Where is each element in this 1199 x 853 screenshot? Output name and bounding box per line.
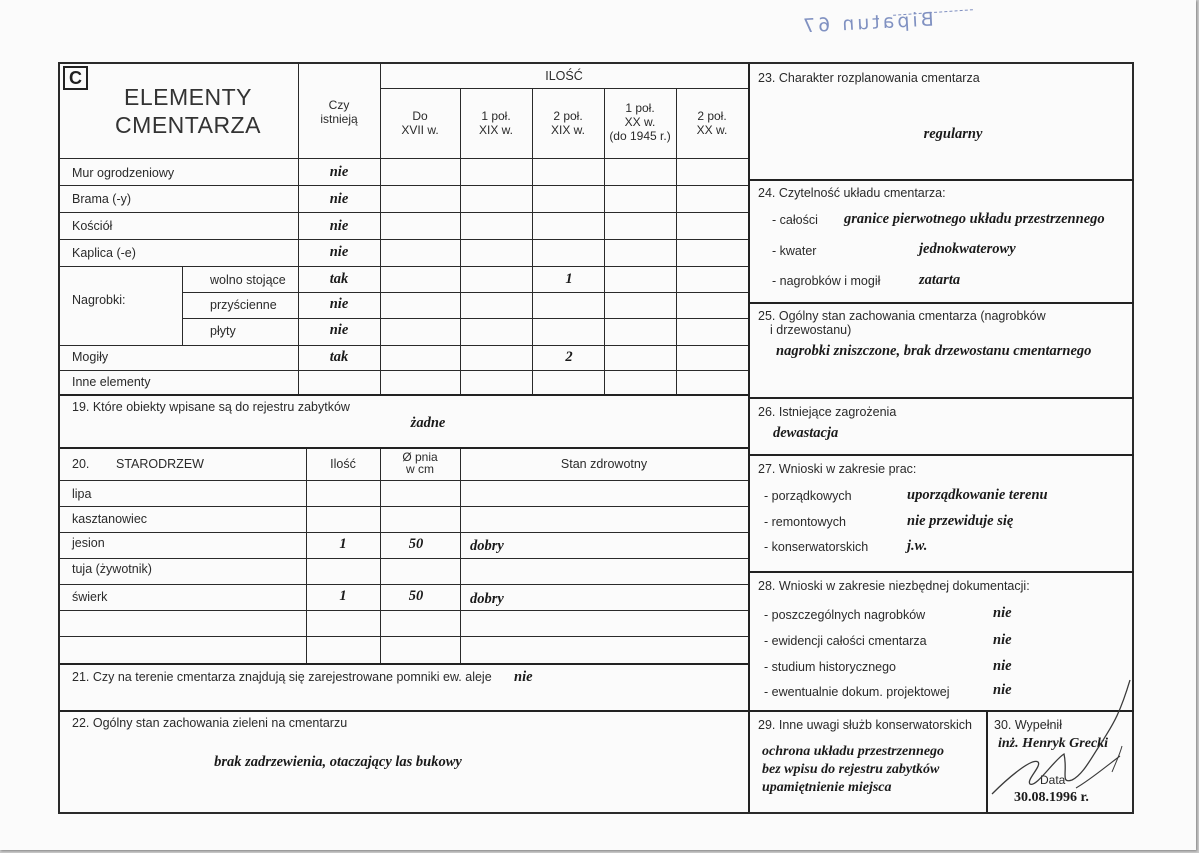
- row-label-mogily: Mogiły: [72, 350, 109, 364]
- q29-label: 29. Inne uwagi służb konserwatorskich: [758, 718, 973, 732]
- q24-nagrobkow-label: - nagrobków i mogił: [772, 274, 881, 288]
- q29-line1: ochrona układu przestrzennego: [762, 744, 945, 759]
- q27-remontowe-value: nie przewiduje się: [907, 513, 1014, 529]
- row-label-wolno-stojace: wolno stojące: [210, 273, 286, 287]
- archive-stamp: Bipatun 67: [799, 8, 935, 38]
- q28-nagrobkow-value: nie: [993, 605, 1012, 621]
- q27-porzadkowe-label: - porządkowych: [764, 489, 852, 503]
- q20-col-diameter: Ø pnia w cm: [402, 450, 438, 476]
- q19-value: żadne: [410, 415, 446, 431]
- cemetery-card-section-c: [58, 62, 1134, 814]
- title-line-1: ELEMENTY: [124, 84, 252, 110]
- row-value-brama: nie: [329, 191, 349, 207]
- column-header-2pol-xix: 2 poł. XIX w.: [550, 109, 586, 137]
- row-label-kaplica: Kaplica (-e): [72, 246, 136, 260]
- q28-studium-label: - studium historycznego: [764, 660, 897, 674]
- q28-nagrobkow-label: - poszczególnych nagrobków: [764, 608, 926, 622]
- q28-studium-value: nie: [993, 658, 1012, 674]
- tree-health-jesion: dobry: [470, 538, 504, 554]
- q30-label: 30. Wypełnił: [994, 718, 1062, 732]
- column-header-do-xvii: Do XVII w.: [401, 109, 439, 137]
- q30-date: 30.08.1996 r.: [1014, 790, 1089, 805]
- q28-ewidencji-value: nie: [993, 632, 1012, 648]
- q28-ewidencji-label: - ewidencji całości cmentarza: [764, 634, 927, 648]
- row-value-kosciol: nie: [329, 218, 349, 234]
- row-value-mur: nie: [329, 164, 349, 180]
- q30-date-label: Data: [1040, 773, 1066, 787]
- q28-projekt-label: - ewentualnie dokum. projektowej: [764, 685, 950, 699]
- column-header-1pol-xx: 1 poł. XX w. (do 1945 r.): [609, 101, 671, 143]
- q24-calosci-value: granice pierwotnego układu przestrzennego: [844, 211, 1105, 227]
- q24-kwater-label: - kwater: [772, 244, 817, 258]
- q27-porzadkowe-value: uporządkowanie terenu: [907, 487, 1048, 503]
- row-value-kaplica: nie: [329, 244, 349, 260]
- tree-qty-jesion: 1: [339, 536, 347, 552]
- row-label-mur: Mur ogrodzeniowy: [72, 166, 175, 180]
- q25-value: nagrobki zniszczone, brak drzewostanu cmentarnego: [776, 343, 1092, 359]
- tree-name-swierk: świerk: [72, 590, 108, 604]
- q29-line2: bez wpisu do rejestru zabytków: [762, 762, 940, 777]
- tree-diameter-swierk: 50: [408, 588, 424, 604]
- row-value-mogily: tak: [329, 349, 349, 365]
- column-header-exists: Czy istnieją: [320, 98, 358, 126]
- q20-col-qty: Ilość: [330, 457, 356, 471]
- q25-label-line2: i drzewostanu): [770, 323, 852, 337]
- q20-number: 20.: [72, 457, 90, 471]
- row-label-inne: Inne elementy: [72, 375, 151, 389]
- tree-name-lipa: lipa: [72, 487, 92, 501]
- q22-value: brak zadrzewienia, otaczający las bukowy: [214, 754, 462, 770]
- tree-name-tuja: tuja (żywotnik): [72, 562, 152, 576]
- q27-konserwatorskie-label: - konserwatorskich: [764, 540, 869, 554]
- row-value-przyscienne: nie: [329, 296, 349, 312]
- q20-title: STARODRZEW: [116, 457, 204, 471]
- row-value-plyty: nie: [329, 322, 349, 338]
- tree-health-swierk: dobry: [470, 591, 504, 607]
- q27-remontowe-label: - remontowych: [764, 515, 846, 529]
- q23-value: regularny: [923, 126, 983, 142]
- q29-line3: upamiętnienie miejsca: [762, 780, 892, 795]
- tree-diameter-jesion: 50: [408, 536, 424, 552]
- q28-projekt-value: nie: [993, 682, 1012, 698]
- handwritten-signature: [980, 676, 1140, 806]
- column-header-1pol-xix: 1 poł. XIX w.: [478, 109, 514, 137]
- q24-nagrobkow-value: zatarta: [919, 272, 961, 288]
- row-label-nagrobki: Nagrobki:: [72, 293, 126, 307]
- q27-konserwatorskie-value: j.w.: [907, 538, 928, 554]
- q28-label: 28. Wnioski w zakresie niezbędnej dokumentacji:: [758, 579, 1030, 593]
- row-label-brama: Brama (-y): [72, 192, 132, 206]
- q24-calosci-label: - całości: [772, 213, 818, 227]
- title-line-2: CMENTARZA: [115, 112, 261, 138]
- q23-label: 23. Charakter rozplanowania cmentarza: [758, 71, 980, 85]
- q21-value: nie: [514, 669, 533, 685]
- row-value-wolno-stojace: tak: [329, 271, 349, 287]
- section-letter-box: C: [63, 66, 88, 90]
- q27-label: 27. Wnioski w zakresie prac:: [758, 462, 917, 476]
- q25-label-line1: 25. Ogólny stan zachowania cmentarza (nagrobków: [758, 309, 1046, 323]
- q20-col-health: Stan zdrowotny: [560, 457, 648, 471]
- column-header-ilosc: ILOŚĆ: [545, 69, 583, 83]
- q24-label: 24. Czytelność układu cmentarza:: [758, 186, 946, 200]
- q30-name: inż. Henryk Grecki: [998, 736, 1109, 751]
- column-header-2pol-xx: 2 poł. XX w.: [696, 109, 728, 137]
- tree-name-jesion: jesion: [72, 536, 105, 550]
- q24-kwater-value: jednokwaterowy: [919, 241, 1016, 257]
- q22-label: 22. Ogólny stan zachowania zieleni na cmentarzu: [72, 716, 348, 730]
- q26-value: dewastacja: [773, 425, 839, 441]
- q26-label: 26. Istniejące zagrożenia: [758, 405, 897, 419]
- tree-qty-swierk: 1: [339, 588, 347, 604]
- row-label-plyty: płyty: [210, 324, 236, 338]
- q21-label: 21. Czy na terenie cmentarza znajdują się zarejestrowane pomniki ew. aleje: [72, 670, 492, 684]
- row-qty-wolno-stojace: 1: [565, 271, 573, 287]
- row-label-kosciol: Kościół: [72, 219, 113, 233]
- tree-name-kasztanowiec: kasztanowiec: [72, 512, 148, 526]
- q19-label: 19. Które obiekty wpisane są do rejestru zabytków: [72, 400, 350, 414]
- row-qty-mogily: 2: [565, 349, 573, 365]
- row-label-przyscienne: przyścienne: [210, 298, 277, 312]
